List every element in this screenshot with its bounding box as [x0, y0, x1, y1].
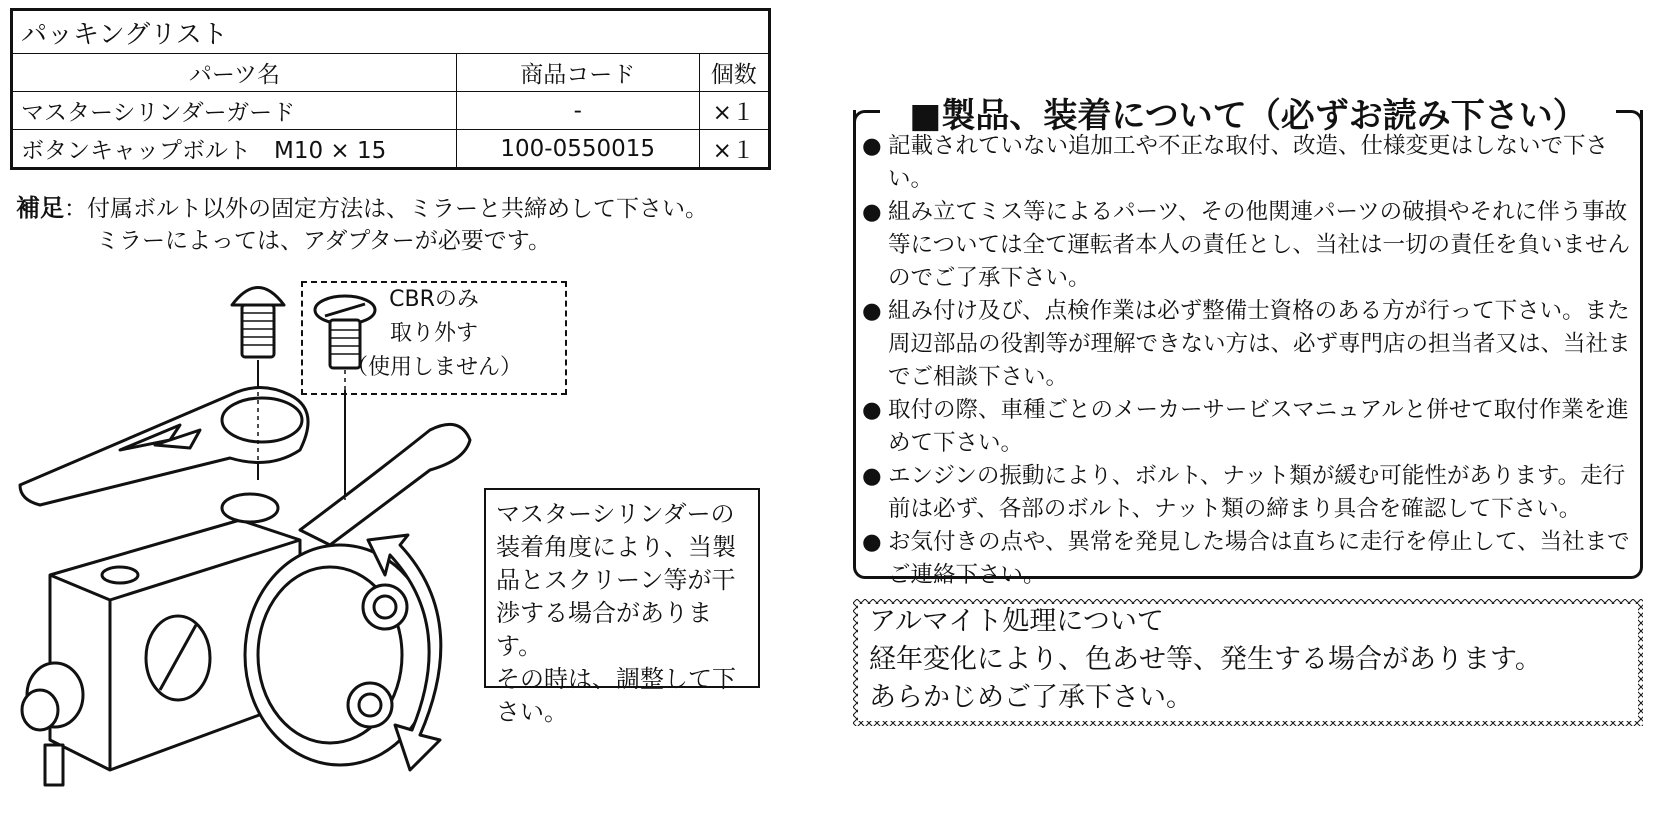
caution-item-text: お気付きの点や、異常を発見した場合は直ちに走行を停止して、当社までご連絡下さい。 — [888, 529, 1630, 588]
supplement-note — [16, 192, 776, 257]
angle-note-line: その時は、調整して下 — [496, 665, 736, 693]
alumite-title: アルマイト処理について — [869, 606, 1164, 637]
caution-box — [853, 96, 1643, 588]
alumite-line-1: 経年変化により、色あせ等、発生する場合があります。 — [869, 644, 1542, 675]
list-item — [862, 295, 1634, 394]
supplement-label: 補足 — [16, 194, 64, 222]
packing-list-table — [10, 8, 771, 165]
product-code-cell: - — [456, 92, 699, 130]
cbr-note-line: （使用しません） — [345, 355, 522, 380]
brake-lever-icon — [300, 424, 470, 545]
caution-item-text: 組み付け及び、点検作業は必ず整備士資格のある方が行って下さい。また周辺部品の役割等が理解できない方は、必ず専門店の担当者又は、当社までご相談下さい。 — [888, 298, 1631, 390]
product-code-cell: 100-0550015 — [456, 130, 699, 169]
table-row — [12, 92, 770, 130]
alumite-line-2: あらかじめご了承下さい。 — [869, 682, 1193, 713]
caution-item-text: 取付の際、車種ごとのメーカーサービスマニュアルと併せて取付作業を進めて下さい。 — [888, 397, 1629, 456]
bullet-icon: ● — [862, 199, 882, 225]
cbr-note-box — [301, 281, 567, 395]
caution-heading: ■製品、装着について（必ずお読み下さい） — [909, 96, 1587, 136]
caution-item-text: 記載されていない追加工や不正な取付、改造、仕様変更はしないで下さい。 — [888, 133, 1609, 192]
quantity-cell: ×１ — [699, 92, 769, 130]
header-quantity: 個数 — [699, 54, 769, 92]
angle-note-line: さい。 — [496, 698, 568, 726]
list-item — [862, 394, 1634, 460]
bullet-icon: ● — [862, 529, 882, 555]
part-name-cell: ボタンキャップボルト M10 × 15 — [12, 130, 457, 169]
bullet-icon: ● — [862, 298, 882, 324]
bullet-icon: ● — [862, 463, 882, 489]
list-item — [862, 460, 1634, 526]
button-cap-bolt-icon — [232, 288, 284, 358]
header-part-name: パーツ名 — [12, 54, 457, 92]
caution-list — [856, 110, 1640, 592]
angle-note-line: マスターシリンダーの — [496, 500, 735, 528]
packing-list-title: パッキングリスト — [12, 10, 770, 54]
quantity-cell: ×１ — [699, 130, 769, 169]
installation-illustration — [0, 265, 790, 816]
angle-note-line: 渉する場合があります。 — [496, 599, 712, 660]
supplement-line-1: ：付属ボルト以外の固定方法は、ミラーと共締めして下さい。 — [64, 196, 708, 222]
angle-note-box — [484, 488, 760, 726]
list-item — [862, 196, 1634, 295]
alumite-notice — [853, 599, 1643, 726]
caution-item-text: 組み立てミス等によるパーツ、その他関連パーツの破損やそれに伴う事故等については全て運転者本人の責任とし、当社は一切の責任を負いませんのでご了承下さい。 — [888, 199, 1631, 291]
header-product-code: 商品コード — [456, 54, 699, 92]
bullet-icon: ● — [862, 133, 882, 159]
cbr-note-line: 取り外す — [389, 321, 478, 346]
angle-note-line: 装着角度により、当製 — [496, 533, 736, 561]
cbr-note-line: CBRのみ — [389, 287, 479, 312]
part-name-cell: マスターシリンダーガード — [12, 92, 457, 130]
supplement-line-2: ミラーによっては、アダプターが必要です。 — [96, 228, 551, 254]
bullet-icon: ● — [862, 397, 882, 423]
caution-item-text: エンジンの振動により、ボルト、ナット類が緩む可能性があります。走行前は必ず、各部のボルト、ナット類の締まり具合を確認して下さい。 — [888, 463, 1626, 522]
table-row — [12, 130, 770, 169]
list-item — [862, 526, 1634, 592]
angle-note-line: 品とスクリーン等が干 — [496, 566, 736, 594]
list-item — [862, 130, 1634, 196]
